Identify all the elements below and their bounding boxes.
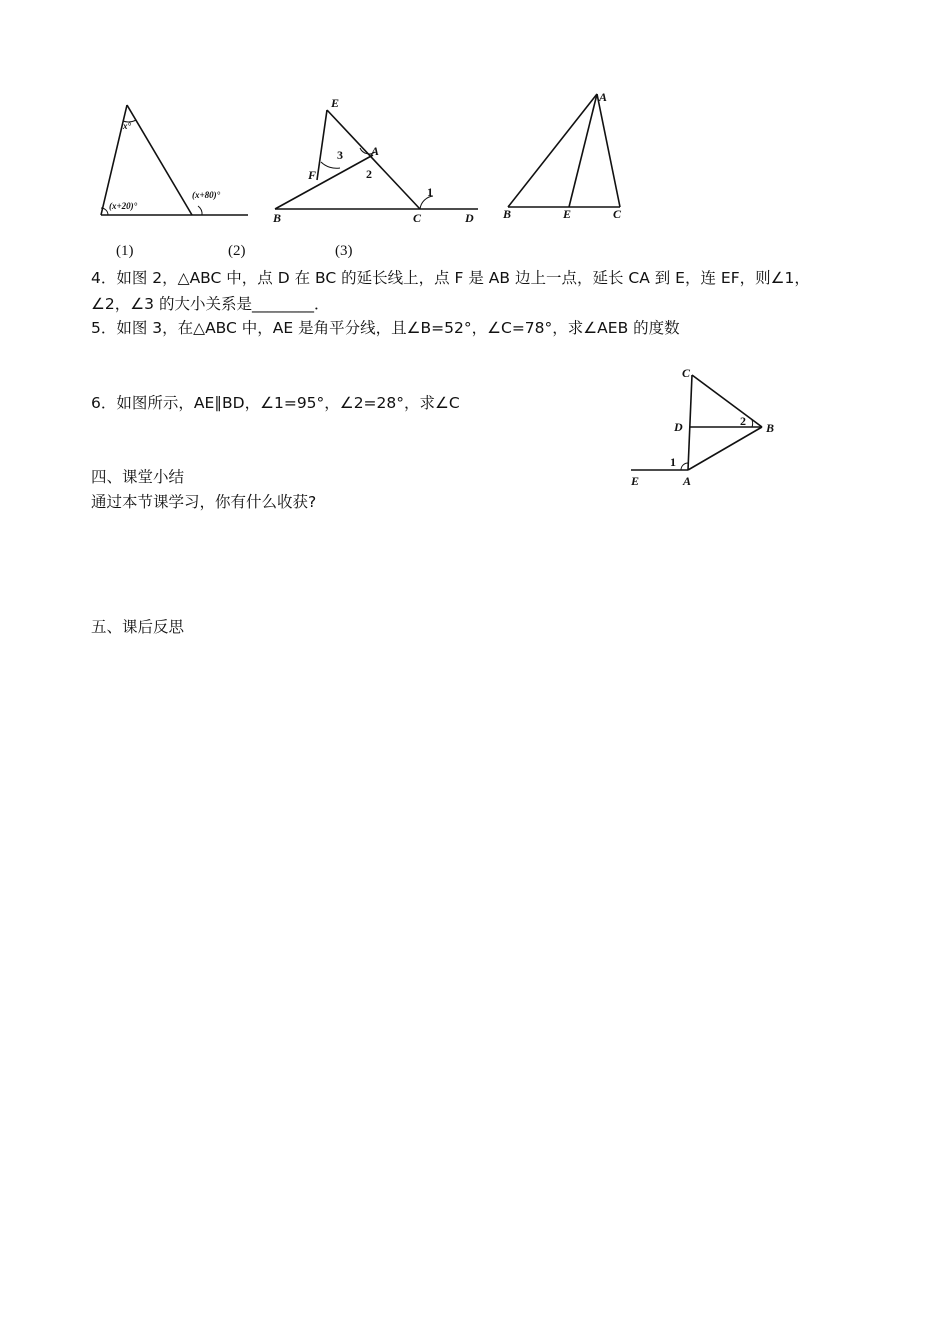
fig4-angle-1: 1 <box>670 455 676 469</box>
question-6: 6．如图所示，AE∥BD，∠1=95°，∠2=28°，求∠C <box>91 394 460 412</box>
fig2-angle-2: 2 <box>366 167 372 181</box>
fig4-label-A: A <box>683 474 692 488</box>
caption-1: (1) <box>116 243 134 259</box>
fig4-label-E: E <box>631 474 640 488</box>
figure-1-triangle <box>90 95 255 225</box>
fig2-label-E: E <box>331 96 340 110</box>
question-4-line-2: ∠2，∠3 的大小关系是________． <box>91 295 330 313</box>
figure-q6-parallel-lines <box>625 362 785 492</box>
fig3-label-B: B <box>503 207 512 221</box>
fig4-label-D: D <box>674 420 683 434</box>
fig1-top-angle-label: x° <box>123 121 132 131</box>
fig3-label-A: A <box>599 90 608 104</box>
fig2-label-F: F <box>308 168 317 182</box>
question-4-line-1: 4．如图 2，△ABC 中，点 D 在 BC 的延长线上，点 F 是 AB 边上一点，延长 CA 到 E，连 EF，则∠1， <box>91 269 810 287</box>
fig4-angle-2: 2 <box>740 414 746 428</box>
fig1-base-angle-label: (x+20)° <box>109 201 138 211</box>
caption-2: (2) <box>228 243 246 259</box>
fig3-label-E: E <box>563 207 572 221</box>
fig4-label-C: C <box>682 366 691 380</box>
fig3-label-C: C <box>613 207 622 221</box>
fig2-angle-3: 3 <box>337 148 343 162</box>
caption-3: (3) <box>335 243 353 259</box>
figure-3-triangle <box>500 88 640 223</box>
fig4-label-B: B <box>766 421 775 435</box>
fig2-label-C: C <box>413 211 422 225</box>
section-5-title: 五、课后反思 <box>91 618 185 636</box>
figure-2-triangle <box>270 92 485 227</box>
fig2-angle-1: 1 <box>427 185 433 199</box>
fig2-label-A: A <box>371 144 380 158</box>
fig2-label-D: D <box>465 211 474 225</box>
section-4-title: 四、课堂小结 <box>91 468 185 486</box>
section-4-prompt: 通过本节课学习，你有什么收获? <box>91 493 317 511</box>
fig1-exterior-angle-label: (x+80)° <box>192 190 221 200</box>
fig2-label-B: B <box>273 211 282 225</box>
question-5: 5．如图 3，在△ABC 中，AE 是角平分线，且∠B=52°，∠C=78°，求∠AEB 的度数 <box>91 319 680 337</box>
